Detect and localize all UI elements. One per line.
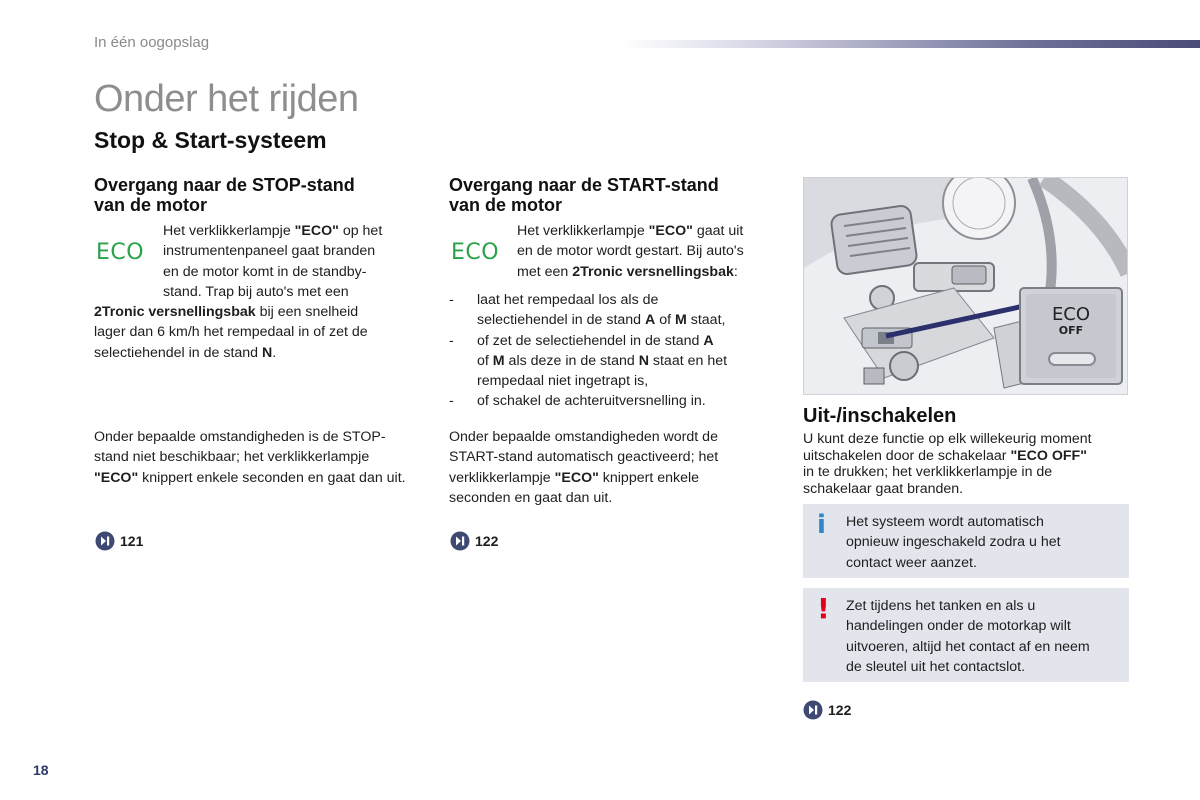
text-line: - of zet de selectiehendel in de stand A <box>477 332 714 349</box>
text-line: in te drukken; het verklikkerlampje in de <box>803 464 1053 480</box>
start-heading: Overgang naar de START-stand van de motor <box>449 175 719 215</box>
info-note-text <box>846 512 1061 573</box>
warning-note-text <box>846 596 1090 677</box>
note-line: handelingen onder de motorkap wilt <box>846 618 1071 635</box>
page-number: 18 <box>33 762 49 778</box>
page-link-icon <box>95 531 115 551</box>
note-line: Zet tijdens het tanken en als u <box>846 598 1036 614</box>
info-note <box>803 504 1129 578</box>
list-item <box>449 391 779 411</box>
page-title: Onder het rijden <box>94 78 359 120</box>
text-line: uitschakelen door de schakelaar "ECO OFF" <box>803 447 1087 464</box>
section-label: In één oogopslag <box>94 34 210 51</box>
text-line: U kunt deze functie op elk willekeurig moment <box>803 431 1092 447</box>
dashboard-illustration <box>803 177 1128 395</box>
list-item <box>449 290 779 331</box>
text-line: instrumentenpaneel gaat branden <box>163 243 376 260</box>
page-link-icon <box>450 531 470 551</box>
stop-body <box>94 302 424 363</box>
start-intro <box>517 221 779 282</box>
text-line: met een 2Tronic versnellingsbak: <box>517 263 738 280</box>
section-subtitle: Stop & Start-systeem <box>94 127 327 153</box>
stop-intro <box>163 221 425 302</box>
text-line: stand niet beschikbaar; het verklikkerlampje <box>94 449 370 466</box>
warning-icon: ! <box>817 592 830 625</box>
eco-lamp-icon: ECO <box>451 240 500 265</box>
text-line: Het verklikkerlampje "ECO" op het <box>163 223 383 239</box>
text-line: selectiehendel in de stand N. <box>94 344 277 361</box>
dashboard-drawing <box>804 178 1128 395</box>
page-link-icon <box>803 700 823 720</box>
text-line: of M als deze in de stand N staat en het <box>477 352 728 369</box>
text-line: "ECO" knippert enkele seconden en gaat dan uit. <box>94 469 406 486</box>
switch-lamp <box>1049 353 1095 365</box>
stop-heading: Overgang naar de STOP-stand van de motor <box>94 175 355 215</box>
text-line: rempedaal niet ingetrapt is, <box>477 373 649 390</box>
toggle-text <box>803 431 1128 497</box>
start-note <box>449 427 779 508</box>
text-line: - of schakel de achteruitversnelling in. <box>477 393 706 410</box>
text-line: selectiehendel in de stand A of M staat, <box>477 312 726 329</box>
off-switch-label: OFF <box>1058 324 1084 337</box>
header-band <box>622 40 1200 48</box>
text-line: 2Tronic versnellingsbak bij een snelheid <box>94 304 359 320</box>
warning-note <box>803 588 1129 682</box>
text-line: seconden en gaat dan uit. <box>449 489 613 506</box>
start-column <box>449 175 779 215</box>
text-line: schakelaar gaat branden. <box>803 480 964 497</box>
text-line: lager dan 6 km/h het rempedaal in of zet de <box>94 324 368 341</box>
list-item <box>449 331 779 392</box>
stop-column <box>94 175 424 215</box>
text-line: stand. Trap bij auto's met een <box>163 283 349 300</box>
note-line: opnieuw ingeschakeld zodra u het <box>846 534 1061 551</box>
page-reference-link[interactable]: 122 <box>803 700 851 720</box>
info-icon: i <box>817 510 826 540</box>
eco-lamp-icon: ECO <box>96 240 145 265</box>
page-reference-link[interactable]: 121 <box>95 531 143 551</box>
note-line: Het systeem wordt automatisch <box>846 514 1044 530</box>
page-reference-link[interactable]: 122 <box>450 531 498 551</box>
toggle-heading: Uit-/inschakelen <box>803 405 957 427</box>
text-line: Het verklikkerlampje "ECO" gaat uit <box>517 223 744 239</box>
text-line: START-stand automatisch geactiveerd; het <box>449 449 719 466</box>
text-line: Onder bepaalde omstandigheden wordt de <box>449 429 718 445</box>
eco-switch-label: ECO <box>1051 304 1091 325</box>
text-line: Onder bepaalde omstandigheden is de STOP- <box>94 429 386 445</box>
start-steps-list <box>449 290 779 412</box>
stop-note <box>94 427 429 488</box>
note-line: uitvoeren, altijd het contact af en neem <box>846 638 1090 655</box>
note-line: contact weer aanzet. <box>846 554 977 571</box>
text-line: verklikkerlampje "ECO" knippert enkele <box>449 469 700 486</box>
note-line: de sleutel uit het contactslot. <box>846 658 1026 675</box>
text-line: en de motor komt in de standby- <box>163 263 367 280</box>
text-line: en de motor wordt gestart. Bij auto's <box>517 243 744 260</box>
text-line: - laat het rempedaal los als de <box>477 292 659 308</box>
